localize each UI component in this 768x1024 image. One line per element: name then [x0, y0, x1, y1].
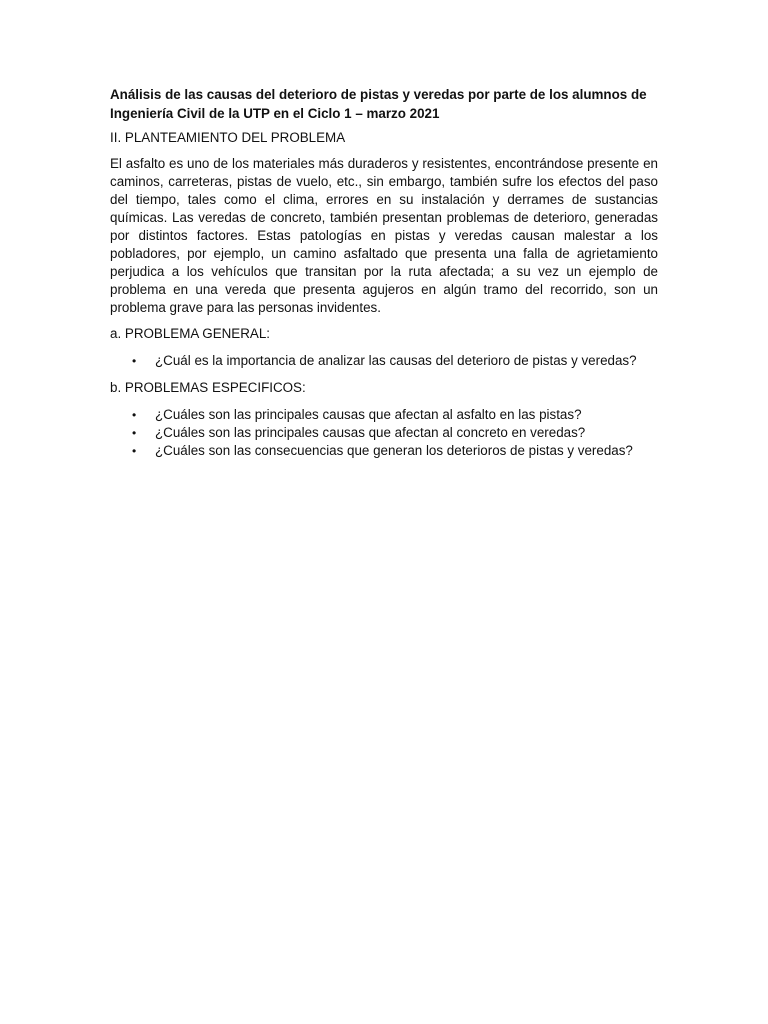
specific-problems-heading: b. PROBLEMAS ESPECIFICOS:: [110, 380, 306, 395]
list-item-text: ¿Cuál es la importancia de analizar las causas del deterioro de pistas y veredas?: [155, 353, 637, 368]
list-item: [110, 424, 658, 442]
document-content: [110, 85, 658, 469]
general-problem-heading: a. PROBLEMA GENERAL:: [110, 326, 271, 341]
bullet-icon: •: [132, 354, 137, 368]
list-item-text: ¿Cuáles son las consecuencias que generan los deterioros de pistas y veredas?: [155, 443, 633, 458]
bullet-icon: •: [132, 444, 137, 458]
problem-statement-paragraph: El asfalto es uno de los materiales más duraderos y resistentes, encontrándose presente en caminos, carreteras, pistas de vuelo, etc., sin embargo, también sufre los efectos del paso del tiempo, tales como el clima, errores en su instalación y derrames de sustancias químicas. Las veredas de concreto, también presentan problemas de deterioro, generadas por distintos factores. Estas patologías en pistas y veredas causan malestar a los pobladores, por ejemplo, un camino asfaltado que presenta una falla de agrietamiento perjudica a los vehículos que transitan por la ruta afectada; a su vez un ejemplo de problema en una vereda que presenta agujeros en algún tramo del recorrido, son un problema grave para las personas invidentes.: [110, 156, 658, 315]
list-item-text: ¿Cuáles son las principales causas que afectan al concreto en veredas?: [155, 425, 586, 440]
general-problem-list: [110, 352, 658, 370]
section-heading: II. PLANTEAMIENTO DEL PROBLEMA: [110, 130, 346, 145]
specific-problems-list: [110, 406, 658, 460]
list-item: [110, 406, 658, 424]
bullet-icon: •: [132, 408, 137, 422]
bullet-icon: •: [132, 426, 137, 440]
document-title: Análisis de las causas del deterioro de pistas y veredas por parte de los alumnos de Ingeniería Civil de la UTP en el Ciclo 1 – marzo 2021: [110, 87, 647, 121]
list-item: [110, 352, 658, 370]
list-item-text: ¿Cuáles son las principales causas que afectan al asfalto en las pistas?: [155, 407, 582, 422]
list-item: [110, 442, 658, 460]
